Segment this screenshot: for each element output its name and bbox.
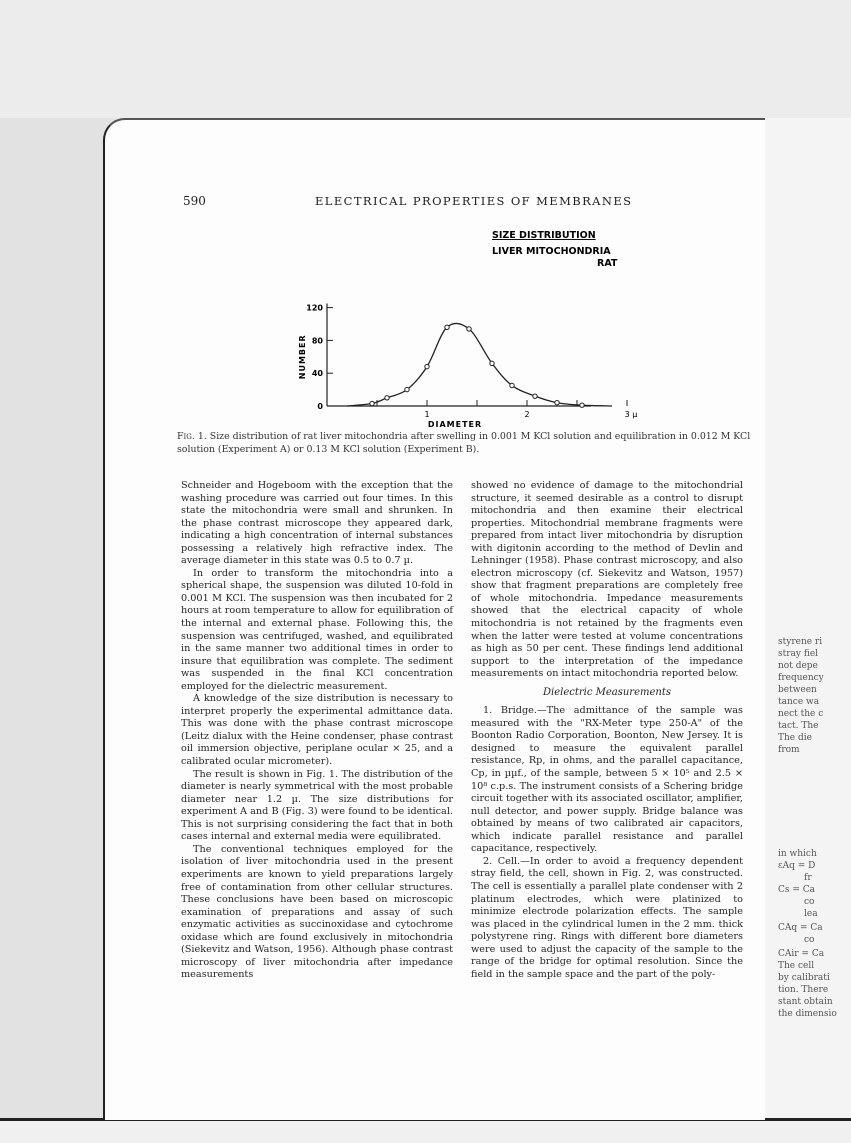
paragraph: 2. Cell.—In order to avoid a frequency dependent stray field, the cell, shown in Fig. 2, was constructed. The cell is essentially a parallel plate condenser with 2 platinum electrodes, which were platinized to minimize electrode polarization effects. The sample was placed in the cylindrical lumen in the 2 mm. thick polystyrene ring. Rings with different bore diameters were used to adjust the capacity of the sample to the range of the bridge for optimal resolution. Since the field in the sample space and the part of the poly-	[471, 855, 743, 980]
data-point	[510, 383, 514, 387]
paragraph: The conventional techniques employed for the isolation of liver mitochondria used in the present experiments are known to yield preparations largely free of contamination from other cellular structures. These conclusions have been based on microscopic examination of preparations and assay of such enzymatic activities as succinoxidase and cytochrome oxidase which are found exclusively in mitochondria (Siekevitz and Watson, 1956). Although phase contrast microscopy of liver mitochondria after impedance measurements	[181, 843, 453, 981]
adjacent-page-fragment: the dimensio	[778, 1009, 837, 1019]
adjacent-page-fragment: stray fiel	[778, 649, 819, 659]
scan-margin-top	[0, 0, 851, 118]
adjacent-page-fragment: frequency	[778, 673, 824, 683]
data-point	[580, 403, 584, 407]
adjacent-page-fragment: Cs = Ca	[778, 885, 816, 895]
x-tick-label: 3 µ	[624, 410, 638, 419]
adjacent-page-fragment: lea	[804, 909, 818, 919]
caption-lead: Fig. 1.	[177, 431, 207, 442]
data-point	[385, 396, 389, 400]
caption-body: Size distribution of rat liver mitochondria after swelling in 0.001 M KCl solution and equilibration in 0.012 M KCl solution (Experiment A) or 0.13 M KCl solution (Experiment B).	[177, 431, 751, 455]
paragraph: In order to transform the mitochondria into a spherical shape, the suspension was diluted 10-fold in 0.001 M KCl. The suspension was then incubated for 2 hours at room temperature to allow for equilibration of the internal and external phase. Following this, the suspension was centrifuged, washed, and equilibrated in the same manner two additional times in order to insure that equilibration was complete. The sediment was suspended in the final KCl concentration employed for the dielectric measurement.	[181, 567, 453, 692]
y-tick-label: 80	[311, 336, 323, 346]
page-number: 590	[183, 194, 206, 208]
x-tick-label: 1	[424, 410, 430, 419]
x-tick-label: 2	[524, 410, 530, 419]
paragraph: The result is shown in Fig. 1. The distribution of the diameter is nearly symmetrical with the most probable diameter near 1.2 µ. The size distributions for experiment A and B (Fig. 3) were found to be identical. This is not surprising considering the fact that in both cases internal and external media were equilibrated.	[181, 768, 453, 843]
left-column	[181, 480, 453, 982]
adjacent-page-fragment: CAir = Ca	[778, 949, 825, 959]
adjacent-page-fragment: stant obtain	[778, 997, 833, 1007]
book-page	[103, 118, 765, 1120]
size-distribution-chart	[275, 224, 638, 434]
y-tick-label: 40	[311, 369, 323, 379]
section-heading: Dielectric Measurements	[542, 686, 671, 698]
paragraph: 1. Bridge.—The admittance of the sample was measured with the "RX-Meter type 250-A" of the Boonton Radio Corporation, Boonton, New Jersey. It is designed to measure the equivalent parallel resistance, Rp, in ohms, and the parallel capacitance, Cp, in µµf., of the sample, between 5 × 10⁵ and 2.5 × 10⁸ c.p.s. The instrument consists of a Schering bridge circuit together with its associated oscillator, amplifier, null detector, and power supply. Bridge balance was obtained by means of two calibrated air capacitors, which indicate parallel resistance and parallel capacitance, respectively.	[471, 705, 743, 855]
adjacent-page-fragment: The cell	[778, 961, 815, 971]
data-point	[405, 387, 409, 391]
adjacent-page-fragment: The die	[778, 733, 812, 743]
adjacent-page-fragment: styrene ri	[778, 637, 823, 647]
adjacent-page-fragment: nect the c	[778, 709, 824, 719]
adjacent-page-fragment: in which	[778, 849, 817, 859]
adjacent-page-fragment: fr	[804, 873, 812, 883]
running-title: ELECTRICAL PROPERTIES OF MEMBRANES	[315, 194, 633, 208]
chart-title: SIZE DISTRIBUTION	[492, 230, 596, 241]
chart-subtitle-species: RAT	[597, 258, 618, 269]
data-point	[533, 394, 537, 398]
y-axis-label: NUMBER	[298, 334, 307, 380]
paragraph: Schneider and Hogeboom with the exception that the washing procedure was carried out four times. In this state the mitochondria were small and shrunken. In the phase contrast microscope they appeared dark, indicating a high concentration of internal substances possessing a relatively high refractive index. The average diameter in this state was 0.5 to 0.7 µ.	[181, 480, 453, 567]
data-point	[370, 401, 374, 405]
adjacent-page-fragment: tact. The	[778, 721, 819, 731]
adjacent-page-fragment: εAq = D	[778, 861, 816, 871]
adjacent-page-fragment: by calibrati	[778, 973, 830, 983]
adjacent-page-fragment: not depe	[778, 661, 818, 671]
scan-margin-bottom	[0, 1118, 851, 1143]
adjacent-page-fragment: CAq = Ca	[778, 923, 823, 933]
adjacent-page-fragment: co	[804, 897, 815, 907]
distribution-curve	[347, 323, 612, 406]
data-point	[490, 361, 494, 365]
adjacent-page-fragment: tion. There	[778, 985, 829, 995]
figure-caption	[177, 430, 762, 456]
chart-subtitle: LIVER MITOCHONDRIA	[492, 246, 611, 257]
data-point	[425, 364, 429, 368]
x-axis-label: DIAMETER	[427, 420, 483, 429]
y-tick-label: 120	[306, 303, 323, 313]
data-point	[555, 401, 559, 405]
y-tick-label: 0	[317, 402, 323, 411]
paragraph: showed no evidence of damage to the mitochondrial structure, it seemed desirable as a control to disrupt mitochondria and then examine their electrical properties. Mitochondrial membrane fragments were prepared from intact liver mitochondria by disruption with digitonin according to the method of Devlin and Lehninger (1958). Phase contrast microscopy, and also electron microscopy (cf. Siekevitz and Watson, 1957) show that fragment preparations are completely free of whole mitochondria. Impedance measurements showed that the electrical capacity of whole mitochondria is not retained by the fragments even when the latter were tested at volume concentrations as high as 50 per cent. These findings lend additional support to the interpretation of the impedance measurements on intact mitochondria reported below.	[471, 480, 743, 680]
paragraph: A knowledge of the size distribution is necessary to interpret properly the experimental admittance data. This was done with the phase contrast microscope (Leitz dialux with the Heine condenser, phase contrast oil immersion objective, periplane ocular × 25, and a calibrated ocular micrometer).	[181, 693, 453, 768]
adjacent-page-fragment: tance wa	[778, 697, 820, 707]
adjacent-page-fragment: co	[804, 935, 815, 945]
data-point	[445, 325, 449, 329]
data-point	[467, 327, 471, 331]
adjacent-page-fragment: between	[778, 685, 817, 695]
adjacent-page-fragment: from	[778, 745, 800, 755]
right-column	[471, 480, 743, 981]
